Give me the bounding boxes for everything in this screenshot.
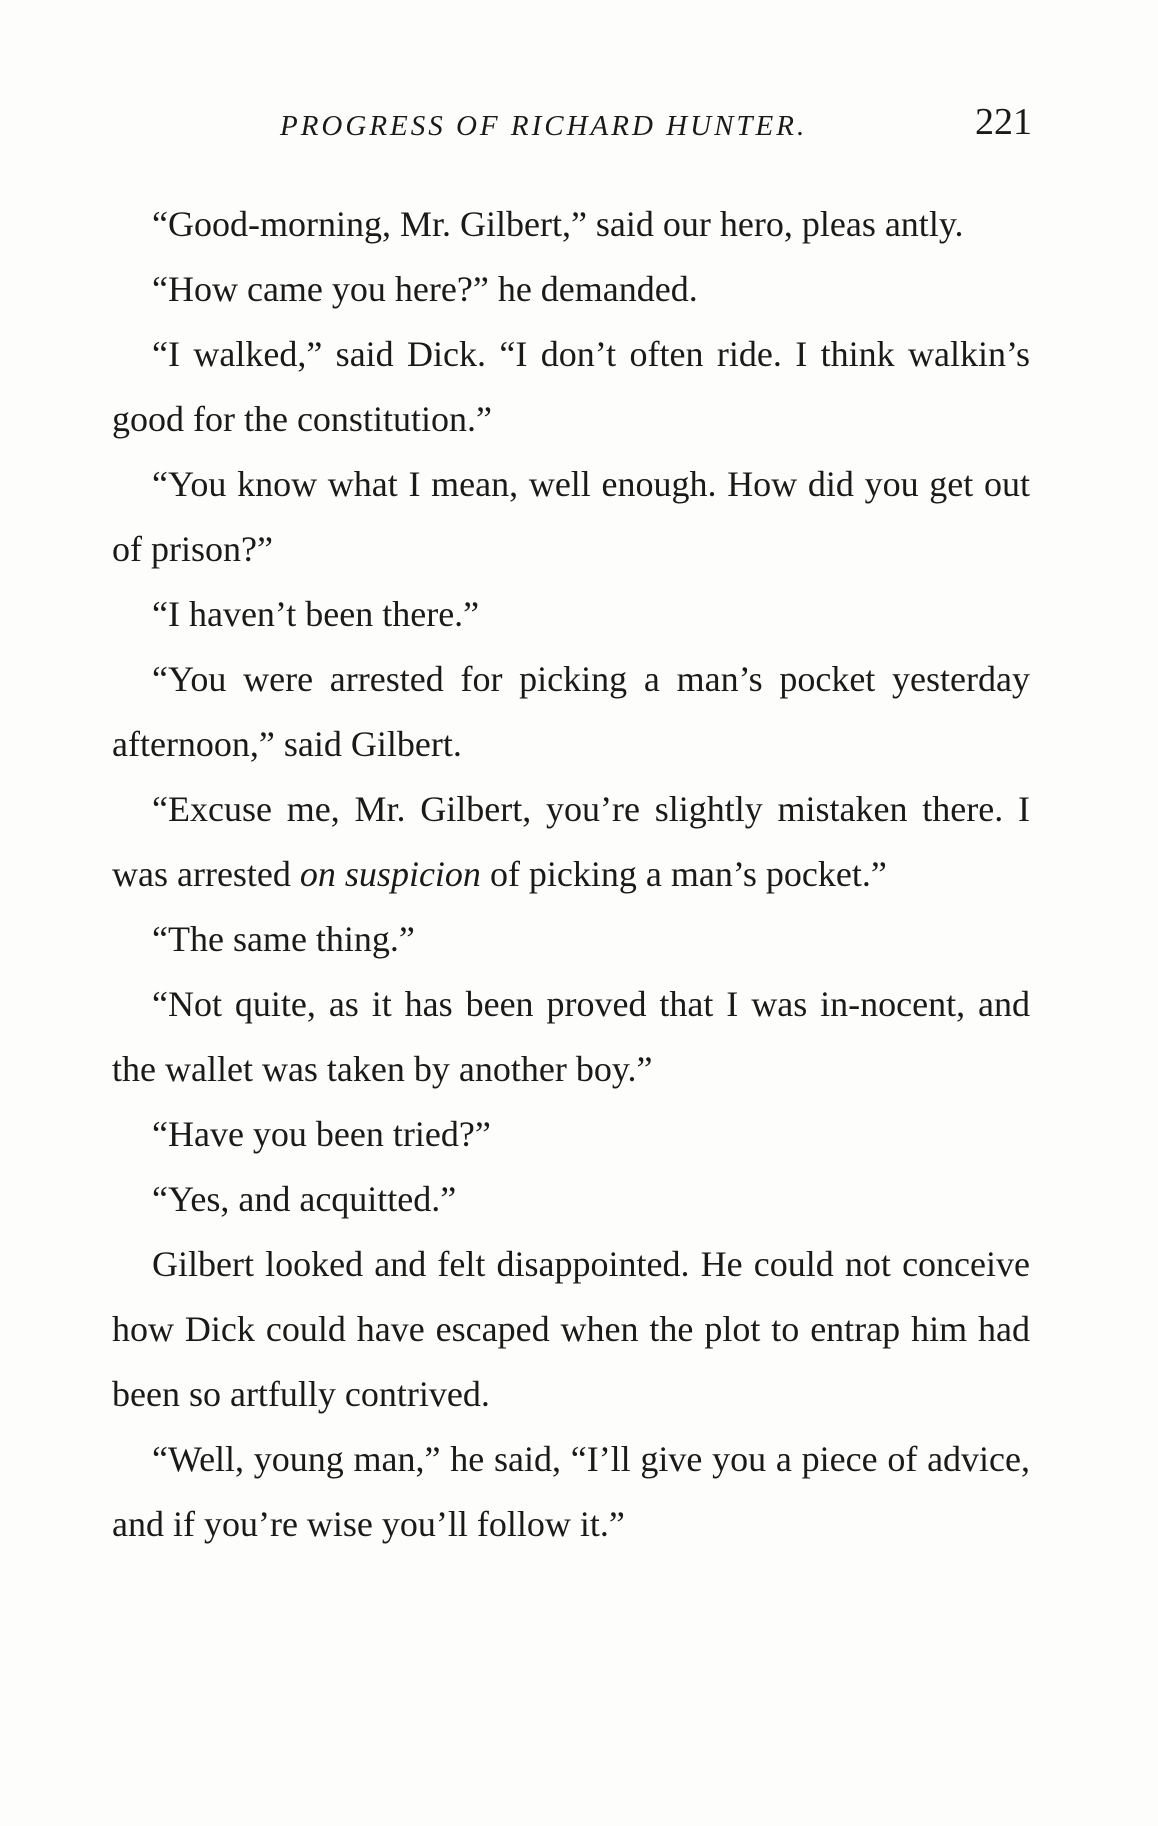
- paragraph: “How came you here?” he demanded.: [152, 269, 698, 309]
- running-title: PROGRESS OF RICHARD HUNTER.: [280, 110, 808, 142]
- paragraph: “I walked,” said Dick. “I don’t often ride. I think walkin’s good for the constitution.”: [112, 334, 1030, 439]
- paragraph: “Have you been tried?”: [152, 1114, 491, 1154]
- paragraph-text: of picking a man’s pocket.”: [480, 854, 887, 894]
- paragraph: [112, 777, 1030, 907]
- paragraph: “I haven’t been there.”: [152, 594, 480, 634]
- paragraph: “Not quite, as it has been proved that I was in-nocent, and the wallet was taken by another boy.”: [112, 984, 1030, 1089]
- emphasis-text: on suspicion: [299, 854, 481, 894]
- paragraph: Gilbert looked and felt disappointed. He could not conceive how Dick could have escaped when the plot to entrap him had been so artfully contrived.: [112, 1244, 1030, 1414]
- paragraph: “Good-morning, Mr. Gilbert,” said our hero, pleas antly.: [152, 204, 964, 244]
- paragraph: “You were arrested for picking a man’s pocket yesterday afternoon,” said Gilbert.: [112, 659, 1030, 764]
- body-text: [112, 192, 1030, 1557]
- paragraph: “Yes, and acquitted.”: [152, 1179, 457, 1219]
- page-number: 221: [975, 101, 1032, 143]
- paragraph: “You know what I mean, well enough. How did you get out of prison?”: [112, 464, 1030, 569]
- paragraph: “Well, young man,” he said, “I’ll give you a piece of advice, and if you’re wise you’ll follow it.”: [112, 1439, 1030, 1544]
- page-header: [112, 96, 1032, 156]
- paragraph-text: “Excuse me, Mr. Gilbert, you’re slightly mistaken there. I was arrested: [112, 789, 1030, 894]
- paragraph: “The same thing.”: [152, 919, 415, 959]
